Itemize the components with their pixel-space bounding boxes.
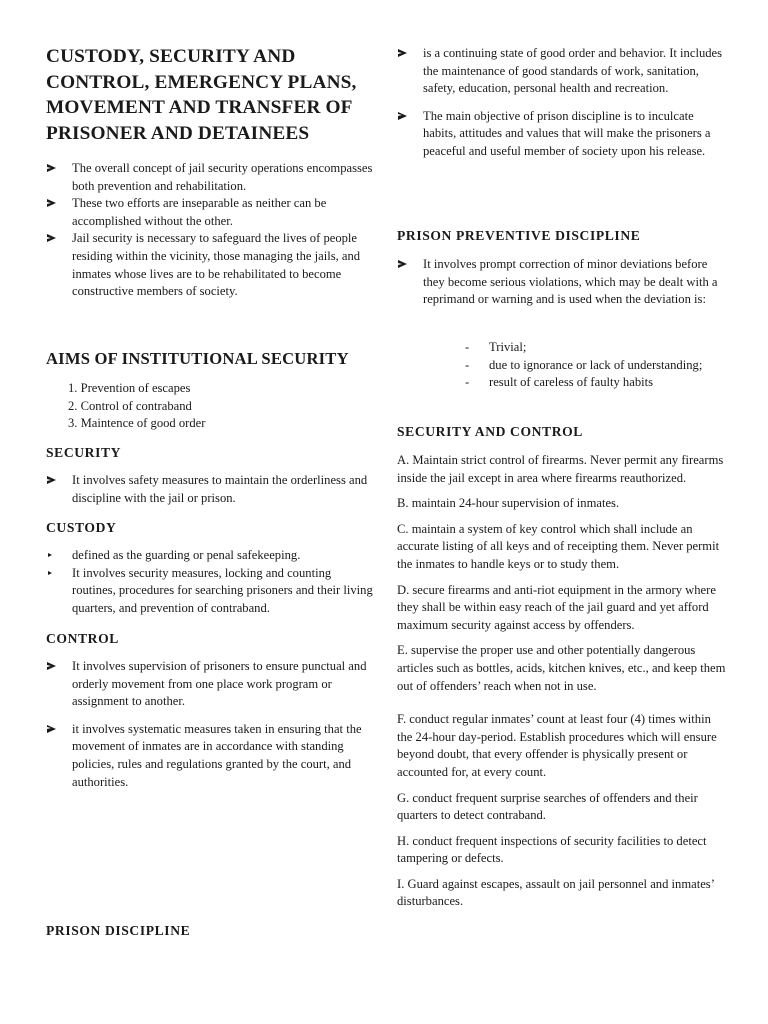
list-item: A. Maintain strict control of firearms. Never permit any firearms inside the jail except in area where firearms reauthorized. [397, 453, 724, 485]
list-item: - Trivial; [465, 340, 527, 354]
list-item: 3. Maintence of good order [68, 416, 206, 431]
list-item: - due to ignorance or lack of understanding; [465, 357, 703, 372]
security-heading: SECURITY [46, 445, 122, 460]
small-arrow-bullet-icon [48, 553, 52, 557]
list-item: it involves systematic measures taken in ensuring that the movement of inmates are in accordance with standing policies, rules and regulations granted by the court, and authorities. [46, 721, 374, 791]
arrow-bullet-icon [47, 662, 56, 670]
custody-bullet-list [46, 547, 374, 617]
arrow-bullet-icon [47, 199, 56, 207]
arrow-bullet-icon [47, 234, 56, 242]
list-item: I. Guard against escapes, assault on jail personnel and inmates’ disturbances. [397, 876, 714, 909]
list-item: - result of careless of faulty habits [465, 375, 654, 390]
list-item: H. conduct frequent inspections of security facilities to detect tampering or defects. [397, 833, 707, 866]
discipline-bullet-list [397, 45, 727, 161]
intro-bullet-list [46, 160, 374, 301]
preventive-discipline-heading: PRISON PREVENTIVE DISCIPLINE [397, 228, 641, 243]
list-item: It involves safety measures to maintain the orderliness and discipline with the jail or prison. [46, 472, 374, 507]
security-bullet-list [46, 472, 374, 507]
list-item: It involves prompt correction of minor deviations before they become serious violations, which may be dealt with a reprimand or warning and is used when the deviation is: [397, 256, 727, 309]
arrow-bullet-icon [47, 164, 56, 172]
aims-list [68, 380, 205, 433]
list-item: D. secure firearms and anti-riot equipment in the armory where they shall be within easy reach of the jail guard and yet afford maximum security against access by offenders. [397, 582, 716, 632]
arrow-bullet-icon [398, 112, 407, 120]
control-bullet-list [46, 658, 374, 791]
list-item: defined as the guarding or penal safekeeping. [46, 547, 374, 565]
list-item: The overall concept of jail security operations encompasses both prevention and rehabilitation. [46, 160, 374, 195]
security-control-heading: SECURITY AND CONTROL [397, 424, 583, 439]
custody-heading: CUSTODY [46, 520, 117, 535]
list-item: G. conduct frequent surprise searches of offenders and their quarters to detect contraband. [397, 790, 698, 823]
list-item: 2. Control of contraband [68, 398, 192, 413]
list-item: Jail security is necessary to safeguard the lives of people residing within the vicinity, those managing the jails, and inmates whose lives are to be rehabilitated to become constructive members of society. [46, 230, 374, 300]
list-item: 1. Prevention of escapes [68, 381, 191, 395]
list-item: These two efforts are inseparable as neither can be accomplished without the other. [46, 195, 374, 230]
aims-heading: AIMS OF INSTITUTIONAL SECURITY [46, 349, 349, 368]
prison-discipline-heading: PRISON DISCIPLINE [46, 923, 191, 938]
security-control-list [397, 452, 727, 919]
list-item: It involves supervision of prisoners to ensure punctual and orderly movement from one place work program or assignment to another. [46, 658, 374, 711]
arrow-bullet-icon [398, 49, 407, 57]
control-heading: CONTROL [46, 631, 119, 646]
preventive-dash-list [465, 339, 725, 392]
list-item: The main objective of prison discipline is to inculcate habits, attitudes and values that will make the prisoners a peaceful and useful member of society upon his release. [397, 108, 727, 161]
small-arrow-bullet-icon [48, 571, 52, 575]
document-title: CUSTODY, SECURITY AND CONTROL, EMERGENCY PLANS, MOVEMENT AND TRANSFER OF PRISONER AND DETAINEES [46, 46, 357, 144]
list-item: It involves security measures, locking and counting routines, procedures for searching prisoners and their living quarters, and prevention of contraband. [46, 565, 374, 618]
arrow-bullet-icon [47, 476, 56, 484]
list-item: C. maintain a system of key control which shall include an accurate listing of all keys and of receipting them. Never permit the inmates to handle keys or to study them. [397, 521, 720, 571]
list-item: is a continuing state of good order and behavior. It includes the maintenance of good standards of work, sanitation, safety, education, personal health and recreation. [397, 45, 727, 98]
arrow-bullet-icon [47, 725, 56, 733]
list-item: E. supervise the proper use and other potentially dangerous articles such as bottles, acids, kitchen knives, etc., and keep them out of offenders’ reach when not in use. [397, 643, 726, 693]
list-item: B. maintain 24-hour supervision of inmates. [397, 496, 620, 511]
preventive-bullet-list [397, 256, 727, 309]
arrow-bullet-icon [398, 260, 407, 268]
list-item: F. conduct regular inmates’ count at least four (4) times within the 24-hour day-period. Establish procedures which will ensure beyond doubt, that every offender is physically present or accounted for, at every count. [397, 712, 717, 779]
